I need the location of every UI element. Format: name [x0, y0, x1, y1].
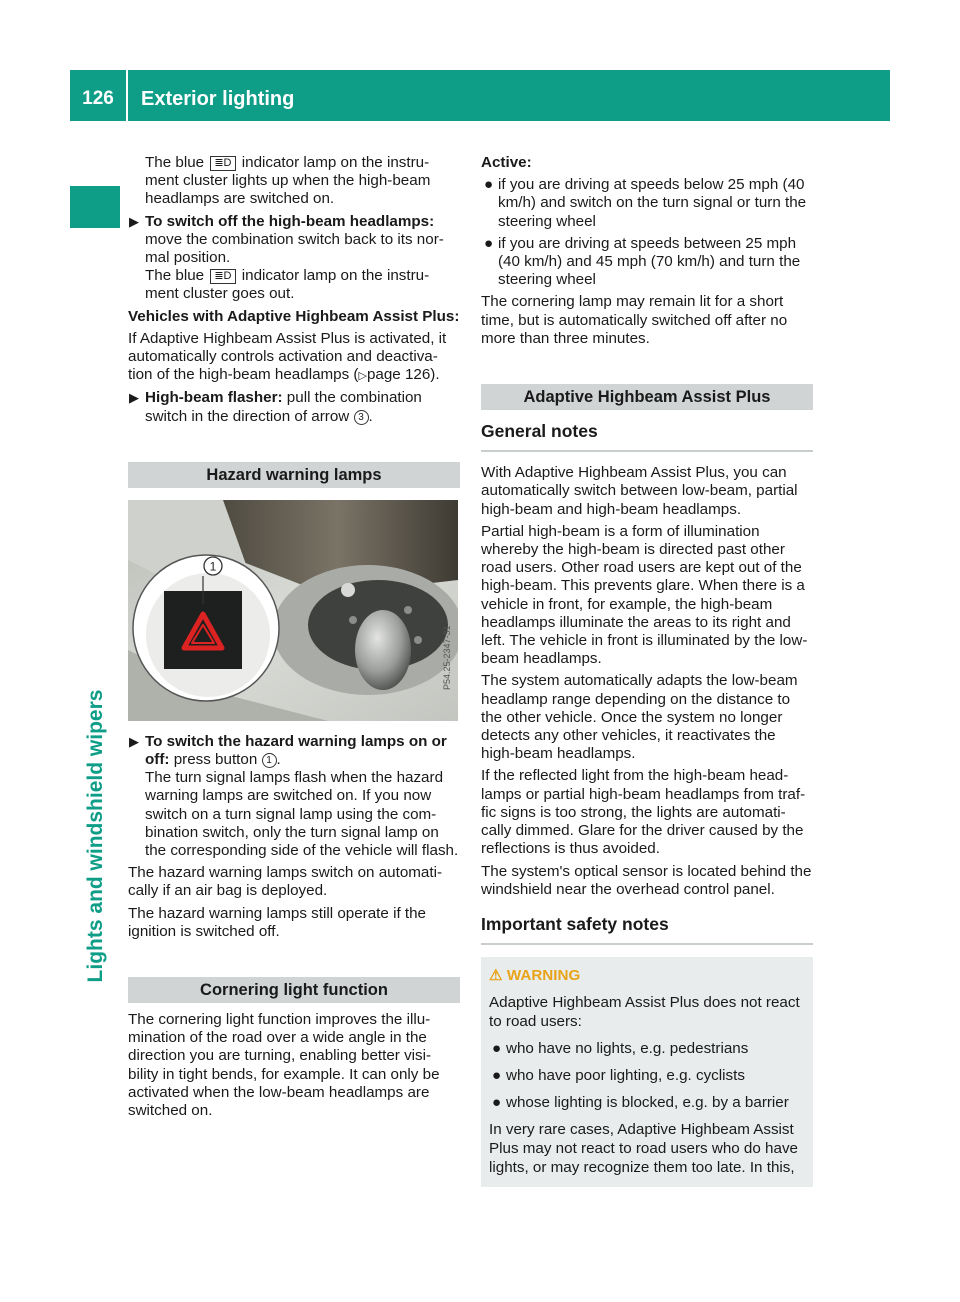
step-text: The turn signal lamps flash when the hazard warning lamps are switched on. If you now switch on a turn signal lamp using the com-bination switch, only the turn signal lamp on the corresponding side of the vehicle will flash. — [145, 769, 459, 860]
paragraph: If the reflected light from the high-beam head-lamps or partial high-beam headlamps from traf-fic signs is too strong, the lights are automati-cally dimmed. Glare for the driver caused by the reflections is thus avoided. — [481, 767, 806, 858]
callout-ref: 1 — [262, 753, 277, 768]
step-title: To switch off the high-beam headlamps: — [145, 212, 435, 230]
section-heading-ahap: Adaptive Highbeam Assist Plus — [481, 384, 813, 410]
header-divider — [126, 70, 128, 121]
list-item-text: whose lighting is blocked, e.g. by a barrier — [506, 1094, 789, 1112]
text: The blue — [145, 267, 205, 285]
paragraph: The cornering lamp may remain lit for a short time, but is automatically switched off after no more than three minutes. — [481, 293, 788, 347]
step-text: move the combination switch back to its nor-mal position. — [145, 230, 444, 267]
page-ref-link[interactable]: page 126). — [366, 366, 440, 384]
section-title: Exterior lighting — [141, 88, 295, 110]
step-title: To switch the hazard warning lamps on or off: — [145, 732, 447, 769]
text: indicator lamp on the instru-ment cluster goes out. — [145, 267, 430, 303]
warning-list-item — [489, 1039, 805, 1058]
subsection-heading-general: General notes — [481, 422, 813, 452]
high-beam-icon: ≣D — [210, 269, 235, 284]
bullet-icon: ● — [492, 1094, 502, 1112]
page-ref-icon: ▷ — [358, 370, 367, 383]
text: indicator lamp on the instru-ment cluster lights up when the high-beam headlamps are switched on. — [145, 154, 431, 208]
bullet-icon: ● — [484, 234, 494, 252]
paragraph: The system's optical sensor is located behind the windshield near the overhead control panel. — [481, 862, 812, 898]
step-arrow-icon: ▶ — [129, 213, 139, 229]
instruction-step — [128, 213, 460, 304]
list-item — [481, 235, 813, 290]
text: If Adaptive Highbeam Assist Plus is activated, it automatically controls activation and deactiva-tion of the high-beam headlamps ( — [128, 329, 447, 384]
subsection-heading-safety: Important safety notes — [481, 915, 813, 945]
subheading: Active: — [481, 154, 532, 171]
list-item-text: who have no lights, e.g. pedestrians — [506, 1040, 749, 1058]
bullet-icon: ● — [484, 176, 494, 194]
list-item-text: if you are driving at speeds below 25 mph (40 km/h) and switch on the turn signal or turn the steering wheel — [498, 176, 807, 230]
left-column — [128, 154, 460, 1124]
side-tab-label: Lights and windshield wipers — [83, 689, 107, 983]
warning-box — [481, 957, 813, 1187]
high-beam-icon: ≣D — [210, 156, 235, 171]
warning-title — [489, 967, 805, 985]
step-text: press button — [173, 751, 258, 769]
callout-ref: 3 — [354, 410, 369, 425]
paragraph: The hazard warning lamps switch on automati-cally if an air bag is deployed. — [128, 864, 443, 900]
list-item — [481, 176, 813, 231]
list-item-text: if you are driving at speeds between 25 mph (40 km/h) and 45 mph (70 km/h) and turn the steering wheel — [498, 234, 801, 289]
right-column — [481, 154, 813, 1187]
paragraph: The cornering light function improves the illu-mination of the road over a wide angle in the direction you are turning, enabling better visi-bility in tight bends, for example. It can only be activated when the low-beam headlamps are switched on. — [128, 1011, 440, 1120]
bullet-icon: ● — [492, 1040, 502, 1058]
list-item-text: who have poor lighting, e.g. cyclists — [506, 1067, 745, 1085]
side-tab-marker — [70, 186, 120, 228]
warning-triangle-icon: ⚠ — [489, 967, 503, 985]
bullet-icon: ● — [492, 1067, 502, 1085]
photo-code: P54.25-2347-31 — [442, 625, 452, 690]
warning-label: WARNING — [506, 967, 581, 985]
subheading: Vehicles with Adaptive Highbeam Assist Plus: — [128, 307, 460, 325]
paragraph: With Adaptive Highbeam Assist Plus, you can automatically switch between low-beam, partial high-beam and high-beam headlamps. — [481, 464, 798, 518]
instruction-step: ▶ High-beam flasher: pull the combination switch in the direction of arrow 3 . — [129, 389, 422, 425]
step-arrow-icon: ▶ — [129, 733, 139, 749]
hazard-switch-photo — [128, 500, 458, 721]
page-number: 126 — [82, 88, 114, 109]
step-title: High-beam flasher: — [145, 389, 283, 407]
paragraph: Partial high-beam is a form of illumination whereby the high-beam is directed past other road users. Other road users are kept out of the high-beam. This prevents glare. When there is a vehicle in front, for example, the high-beam headlamps illuminate the areas to its right and left. The vehicle in front is illuminated by the low-beam headlamps. — [481, 522, 808, 668]
photo-callout-label: 1 — [209, 559, 217, 574]
warning-list-item — [489, 1093, 805, 1112]
text: The blue — [145, 154, 205, 171]
step-text: pull the combination switch in the direction of arrow — [145, 389, 422, 425]
instruction-step: ▶ To switch the hazard warning lamps on or off: press button 1 . The turn signal lamps flash when the hazard warning lamps are switched on. If you now switch on a turn signal lamp using the com-bination switch, only the turn signal lamp on the corresponding side of the vehicle will flash. — [129, 732, 459, 860]
paragraph: The system automatically adapts the low-beam headlamp range depending on the distance to the other vehicle. Once the system no longer detects any other vehicles, it reactivates the high-beam headlamps. — [481, 672, 798, 763]
section-heading-cornering: Cornering light function — [128, 977, 460, 1003]
paragraph: The hazard warning lamps still operate if the ignition is switched off. — [128, 904, 426, 940]
section-heading-hazard: Hazard warning lamps — [128, 462, 460, 488]
warning-text: Adaptive Highbeam Assist Plus does not react to road users: — [489, 994, 800, 1031]
photo-illustration — [128, 500, 458, 721]
step-arrow-icon: ▶ — [129, 390, 139, 406]
warning-list-item — [489, 1066, 805, 1085]
paragraph — [128, 154, 460, 209]
warning-text: In very rare cases, Adaptive Highbeam Assist Plus may not react to road users who do have lights, or may recognize them too late. In this, — [489, 1121, 798, 1177]
paragraph — [128, 330, 460, 386]
